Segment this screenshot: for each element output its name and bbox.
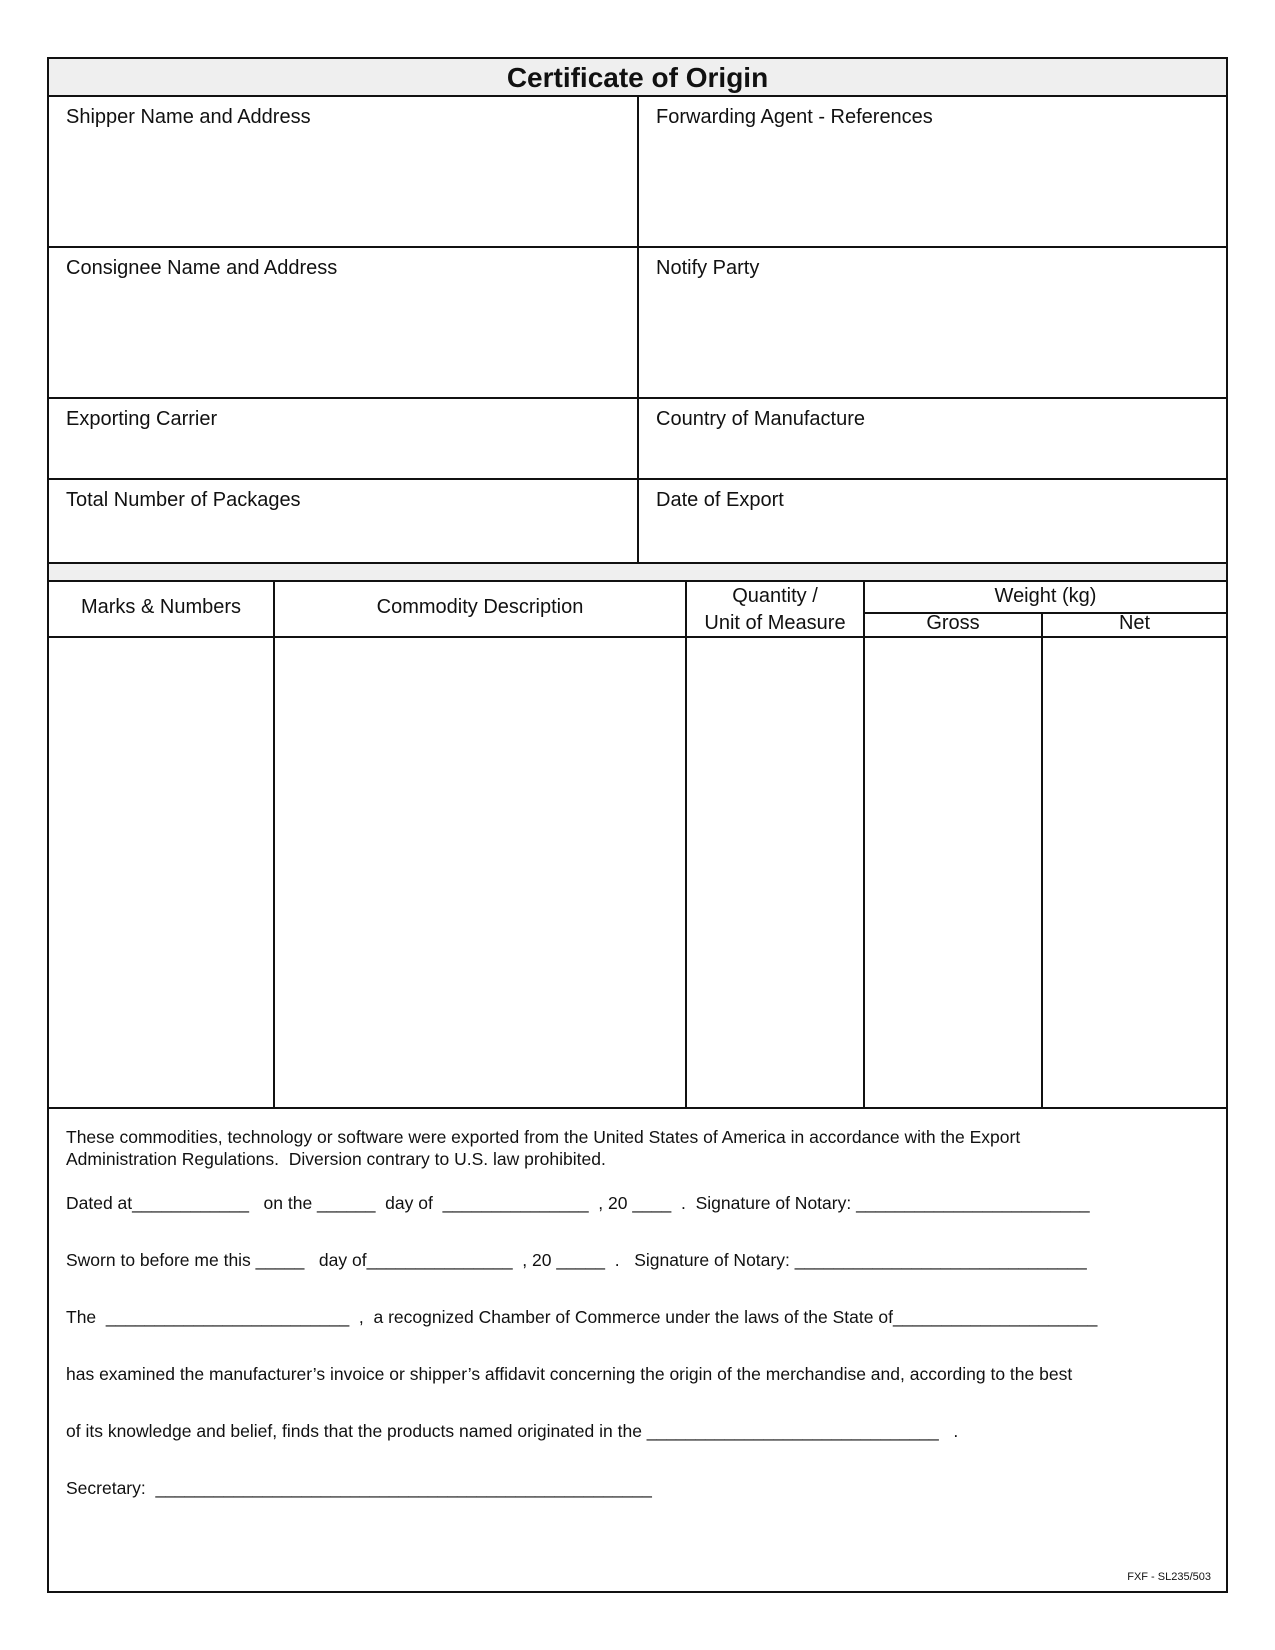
country-of-manufacture-field[interactable]	[639, 399, 1226, 480]
total-packages-field[interactable]	[49, 480, 639, 562]
shipper-field[interactable]	[49, 97, 639, 248]
secretary-line[interactable]: Secretary: ___________________________________________________	[66, 1478, 652, 1498]
statement-line-1: These commodities, technology or software were exported from the United States of America in accordance with the Export	[66, 1127, 1021, 1147]
goods-table	[49, 582, 1226, 1109]
date-of-export-field[interactable]	[639, 480, 1226, 562]
column-divider	[863, 582, 865, 1107]
net-header: Net	[1118, 612, 1151, 634]
notify-party-field[interactable]	[639, 248, 1226, 399]
separator-band	[49, 562, 1226, 582]
statement-line-2: Administration Regulations. Diversion contrary to U.S. law prohibited.	[66, 1149, 606, 1169]
sworn-line[interactable]: Sworn to before me this _____ day of_______________ , 20 _____ . Signature of Notary: ______________________________	[66, 1250, 1087, 1270]
column-divider	[1041, 612, 1043, 1107]
date-of-export-label: Date of Export	[656, 489, 784, 511]
exporting-carrier-field[interactable]	[49, 399, 639, 480]
exporting-carrier-label: Exporting Carrier	[66, 408, 218, 430]
dated-line[interactable]: Dated at____________ on the ______ day of _______________ , 20 ____ . Signature of Notary: ________________________	[66, 1193, 1090, 1213]
header-divider	[49, 636, 1226, 638]
forwarding-agent-field[interactable]	[639, 97, 1226, 248]
quantity-header-line2: Unit of Measure	[704, 612, 846, 634]
knowledge-line[interactable]: of its knowledge and belief, finds that the products named originated in the ______________________________ .	[66, 1421, 959, 1441]
shipper-label: Shipper Name and Address	[66, 106, 311, 128]
examined-line: has examined the manufacturer’s invoice or shipper’s affidavit concerning the origin of the merchandise and, according to the best	[66, 1364, 1073, 1384]
country-of-manufacture-label: Country of Manufacture	[656, 408, 865, 430]
chamber-line[interactable]: The _________________________ , a recognized Chamber of Commerce under the laws of the State of_____________________	[66, 1307, 1098, 1327]
consignee-label: Consignee Name and Address	[66, 257, 338, 279]
certificate-of-origin-form	[47, 57, 1228, 1593]
forwarding-agent-label: Forwarding Agent - References	[656, 106, 933, 128]
form-code: FXF - SL235/503	[1127, 1571, 1211, 1583]
commodity-description-header: Commodity Description	[376, 596, 584, 618]
weight-header: Weight (kg)	[994, 585, 1097, 607]
column-divider	[685, 582, 687, 1107]
column-divider	[273, 582, 275, 1107]
consignee-field[interactable]	[49, 248, 639, 399]
quantity-header-line1: Quantity /	[732, 585, 818, 607]
marks-numbers-header: Marks & Numbers	[80, 596, 242, 618]
notify-party-label: Notify Party	[656, 257, 760, 279]
form-title: Certificate of Origin	[49, 59, 1226, 97]
gross-header: Gross	[926, 612, 980, 634]
total-packages-label: Total Number of Packages	[66, 489, 301, 511]
